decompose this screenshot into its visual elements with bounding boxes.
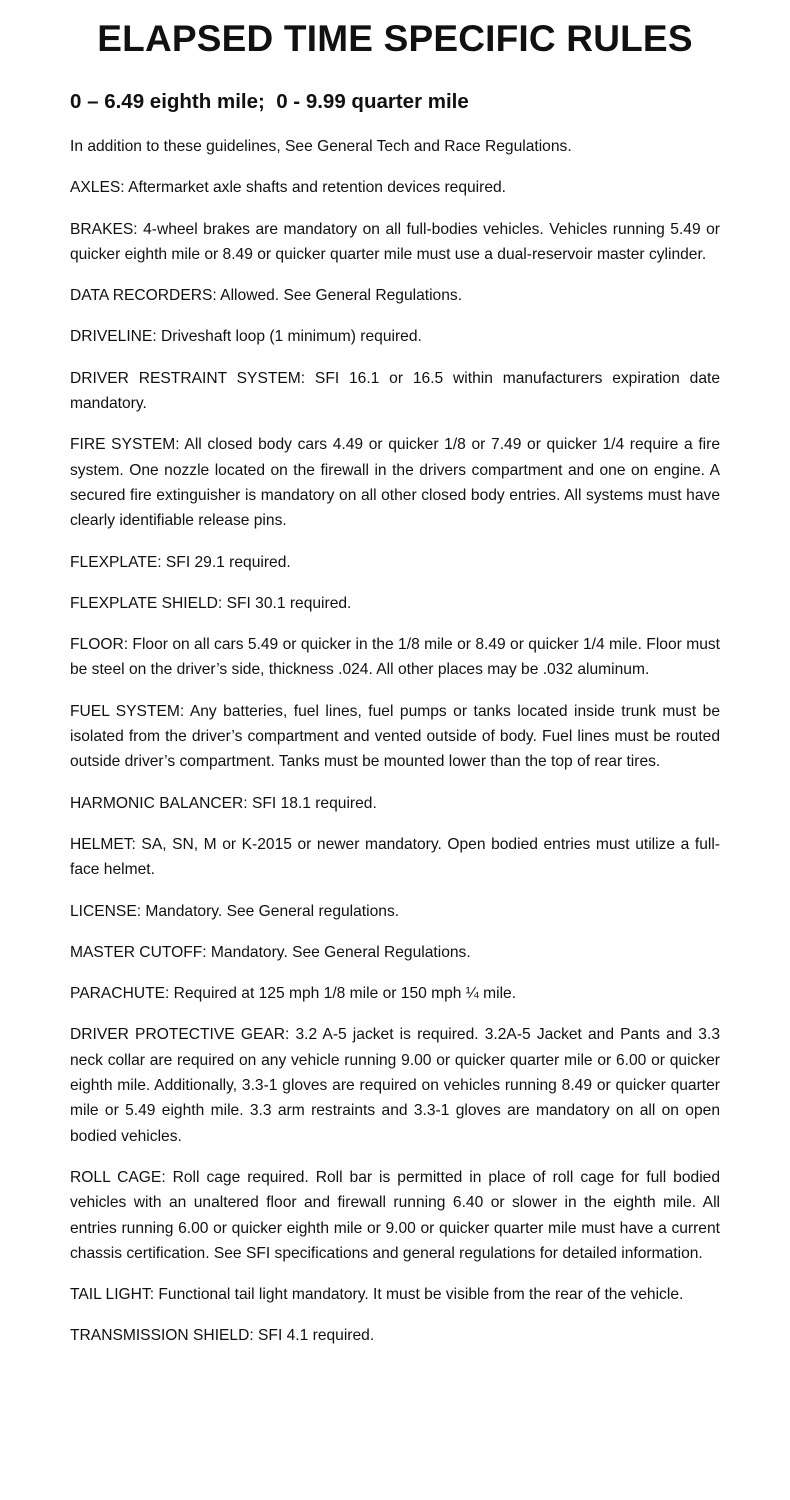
rule-driver-restraint-system: DRIVER RESTRAINT SYSTEM: SFI 16.1 or 16.5 within manufacturers expiration date mandatory.	[70, 369, 720, 413]
rule-data-recorders: DATA RECORDERS: Allowed. See General Regulations.	[70, 287, 463, 305]
rule-driveline: DRIVELINE: Driveshaft loop (1 minimum) required.	[70, 328, 422, 346]
rule-flexplate-shield: FLEXPLATE SHIELD: SFI 30.1 required.	[70, 594, 352, 612]
rule-driver-protective-gear: DRIVER PROTECTIVE GEAR: 3.2 A-5 jacket is required. 3.2A-5 Jacket and Pants and 3.3 neck collar are required on any vehicle running 9.00 or quicker quarter mile or 6.00 or quicker eighth mile. Additionally, 3.3-1 gloves are required on vehicles running 8.49 or quicker quarter mile or 5.49 eighth mile. 3.3 arm restraints and 3.3-1 gloves are mandatory on all on open bodied vehicles.	[70, 1026, 720, 1145]
rule-harmonic-balancer: HARMONIC BALANCER: SFI 18.1 required.	[70, 794, 377, 812]
rule-transmission-shield: TRANSMISSION SHIELD: SFI 4.1 required.	[70, 1327, 375, 1345]
rule-fire-system: FIRE SYSTEM: All closed body cars 4.49 or quicker 1/8 or 7.49 or quicker 1/4 require a fire system. One nozzle located on the firewall in the drivers compartment and one on engine. A secured fire extinguisher is mandatory on all other closed body entries. All systems must have clearly identifiable release pins.	[70, 436, 720, 530]
rule-tail-light: TAIL LIGHT: Functional tail light mandatory. It must be visible from the rear of the vehicle.	[70, 1286, 684, 1304]
rule-fuel-system: FUEL SYSTEM: Any batteries, fuel lines, fuel pumps or tanks located inside trunk must be isolated from the driver’s compartment and vented outside of body. Fuel lines must be routed outside driver’s compartment. Tanks must be mounted lower than the top of rear tires.	[70, 702, 720, 771]
rules-list	[70, 134, 720, 1365]
rule-license: LICENSE: Mandatory. See General regulations.	[70, 902, 400, 920]
rule-master-cutoff: MASTER CUTOFF: Mandatory. See General Regulations.	[70, 943, 471, 961]
rule-floor: FLOOR: Floor on all cars 5.49 or quicker in the 1/8 mile or 8.49 or quicker 1/4 mile. Floor must be steel on the driver’s side, thickness .024. All other places may be .032 aluminum.	[70, 636, 720, 679]
page-title: ELAPSED TIME SPECIFIC RULES	[97, 18, 693, 59]
rule-helmet: HELMET: SA, SN, M or K-2015 or newer mandatory. Open bodied entries must utilize a full-face helmet.	[70, 835, 720, 879]
page-subtitle: 0 – 6.49 eighth mile; 0 - 9.99 quarter mile	[70, 90, 469, 113]
rule-flexplate: FLEXPLATE: SFI 29.1 required.	[70, 553, 291, 571]
rule-brakes: BRAKES: 4-wheel brakes are mandatory on all full-bodies vehicles. Vehicles running 5.49 or quicker eighth mile or 8.49 or quicker quarter mile must use a dual-reservoir master cylinder.	[70, 220, 720, 263]
rule-roll-cage: ROLL CAGE: Roll cage required. Roll bar is permitted in place of roll cage for full bodied vehicles with an unaltered floor and firewall running 6.40 or slower in the eighth mile. All entries running 6.00 or quicker eighth mile or 9.00 or quicker quarter mile must have a current chassis certification. See SFI specifications and general regulations for detailed information.	[70, 1168, 720, 1262]
rule-axles: AXLES: Aftermarket axle shafts and retention devices required.	[70, 179, 506, 197]
intro-paragraph: In addition to these guidelines, See General Tech and Race Regulations.	[70, 138, 572, 155]
rule-parachute: PARACHUTE: Required at 125 mph 1/8 mile or 150 mph ¼ mile.	[70, 985, 517, 1003]
